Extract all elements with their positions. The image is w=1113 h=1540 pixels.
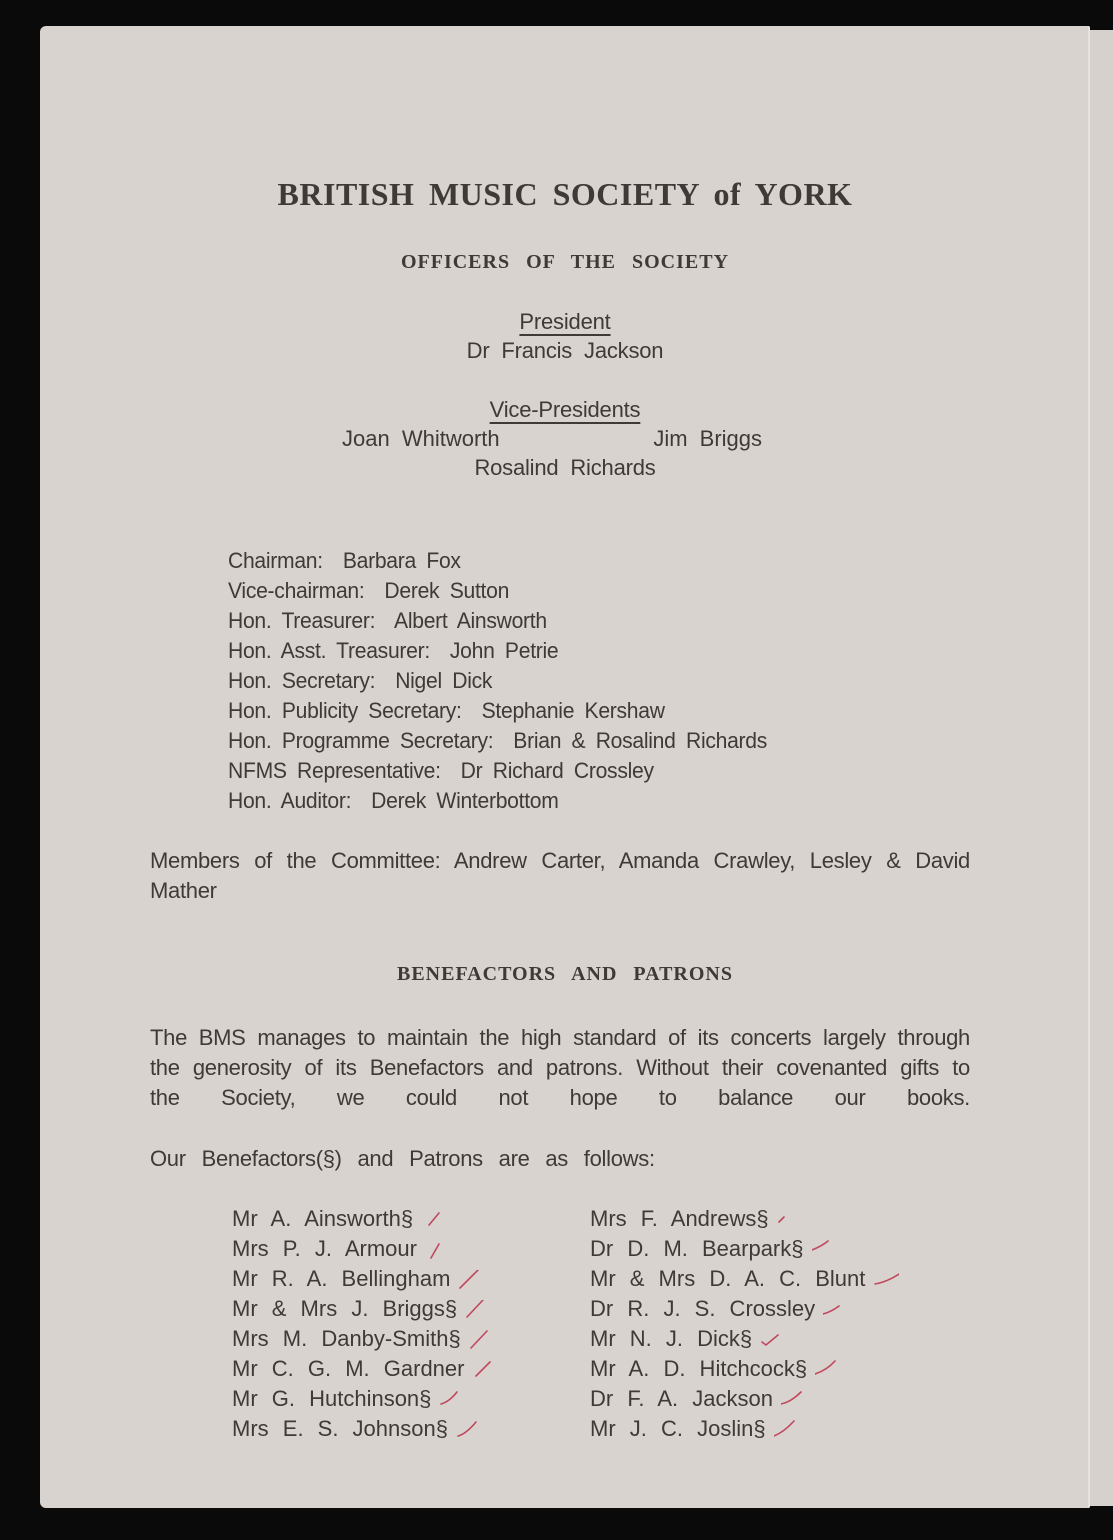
patron-entry [590, 1234, 899, 1264]
tick-mark-icon [873, 1270, 899, 1290]
patron-list-left [232, 1204, 498, 1444]
tick-mark-icon [465, 1300, 491, 1320]
patron-entry [590, 1324, 899, 1354]
patron-entry [232, 1204, 498, 1234]
vice-presidents-row [342, 426, 762, 452]
patron-name: Mr & Mrs D. A. C. Blunt [590, 1266, 866, 1291]
tick-mark-icon [472, 1360, 498, 1380]
next-page-edge [1088, 30, 1113, 1506]
tick-mark-icon [823, 1300, 849, 1320]
committee-members: Members of the Committee: Andrew Carter, Amanda Crawley, Lesley & David Mather [150, 848, 970, 903]
vice-presidents-label: Vice-Presidents [489, 397, 641, 422]
president-label: President [519, 309, 611, 334]
patron-name: Mr G. Hutchinson§ [232, 1386, 432, 1411]
patron-entry [590, 1384, 899, 1414]
officer-role: NFMS Representative: [228, 758, 441, 783]
benefactors-list-intro: Our Benefactors(§) and Patrons are as follows: [150, 1146, 655, 1171]
vice-president-name: Joan Whitworth [342, 426, 500, 451]
tick-mark-icon [760, 1330, 786, 1350]
officer-name: Nigel Dick [395, 668, 493, 693]
patron-entry [232, 1324, 498, 1354]
patron-name: Mrs F. Andrews§ [590, 1206, 769, 1231]
officer-name: Stephanie Kershaw [481, 698, 665, 723]
tick-mark-icon [469, 1330, 495, 1350]
officer-name: Derek Winterbottom [371, 788, 559, 813]
patron-name: Mr C. G. M. Gardner [232, 1356, 465, 1381]
patron-name: Dr F. A. Jackson [590, 1386, 773, 1411]
officer-entry [228, 666, 767, 696]
officer-role: Hon. Treasurer: [228, 608, 376, 633]
patron-name: Mr J. C. Joslin§ [590, 1416, 766, 1441]
patron-entry [232, 1234, 498, 1264]
officer-entry [228, 726, 767, 756]
patron-name: Mr & Mrs J. Briggs§ [232, 1296, 458, 1321]
vice-presidents-section-label [40, 397, 1090, 423]
page-title: BRITISH MUSIC SOCIETY of YORK [277, 176, 853, 212]
tick-mark-icon [421, 1210, 447, 1230]
officer-role: Hon. Secretary: [228, 668, 376, 693]
officer-entry [228, 636, 767, 666]
patron-entry [232, 1414, 498, 1444]
patron-entry [590, 1294, 899, 1324]
patron-name: Dr D. M. Bearpark§ [590, 1236, 804, 1261]
patron-list-right [590, 1204, 899, 1444]
patron-name: Mrs E. S. Johnson§ [232, 1416, 448, 1441]
patron-entry [232, 1264, 498, 1294]
tick-mark-icon [458, 1270, 484, 1290]
patron-name: Mrs P. J. Armour [232, 1236, 417, 1261]
patron-entry [590, 1204, 899, 1234]
tick-mark-icon [812, 1240, 838, 1260]
president-name: Dr Francis Jackson [466, 338, 664, 363]
benefactors-intro: The BMS manages to maintain the high standard of its concerts largely through the generosity of its Benefactors and patrons. Without their covenanted gifts to the Society, we could not hope to balance our books. [150, 1025, 970, 1110]
patron-entry [590, 1414, 899, 1444]
officer-name: Albert Ainsworth [394, 608, 547, 633]
vice-president-name: Rosalind Richards [474, 455, 656, 480]
benefactors-heading: BENEFACTORS AND PATRONS [396, 963, 733, 985]
tick-mark-icon [777, 1210, 803, 1230]
officer-role: Vice-chairman: [228, 578, 365, 603]
tick-mark-icon [774, 1420, 800, 1440]
patron-entry [232, 1294, 498, 1324]
officer-entry [228, 606, 767, 636]
patron-name: Mr R. A. Bellingham [232, 1266, 451, 1291]
officer-role: Hon. Asst. Treasurer: [228, 638, 430, 663]
vice-president-name: Jim Briggs [653, 426, 762, 451]
officer-entry [228, 696, 767, 726]
tick-mark-icon [815, 1360, 841, 1380]
officer-entry [228, 786, 767, 816]
officer-name: Brian & Rosalind Richards [513, 728, 768, 753]
patron-entry [590, 1354, 899, 1384]
officer-list [228, 546, 767, 816]
officer-entry [228, 576, 767, 606]
programme-page [40, 26, 1090, 1508]
patron-name: Mr A. Ainsworth§ [232, 1206, 414, 1231]
officer-name: Dr Richard Crossley [460, 758, 654, 783]
officer-entry [228, 546, 767, 576]
officer-name: Derek Sutton [384, 578, 510, 603]
patron-entry [590, 1264, 899, 1294]
officer-name: John Petrie [449, 638, 559, 663]
officer-role: Hon. Auditor: [228, 788, 352, 813]
tick-mark-icon [425, 1240, 451, 1260]
officers-heading: OFFICERS OF THE SOCIETY [400, 251, 730, 273]
officer-role: Hon. Publicity Secretary: [228, 698, 462, 723]
president-section-label [40, 309, 1090, 335]
officer-name: Barbara Fox [342, 548, 461, 573]
tick-mark-icon [781, 1390, 807, 1410]
patron-name: Dr R. J. S. Crossley [590, 1296, 816, 1321]
tick-mark-icon [439, 1390, 465, 1410]
patron-name: Mrs M. Danby-Smith§ [232, 1326, 461, 1351]
officer-entry [228, 756, 767, 786]
officer-role: Chairman: [228, 548, 323, 573]
patron-entry [232, 1384, 498, 1414]
patron-name: Mr A. D. Hitchcock§ [590, 1356, 808, 1381]
patron-entry [232, 1354, 498, 1384]
officer-role: Hon. Programme Secretary: [228, 728, 494, 753]
patron-name: Mr N. J. Dick§ [590, 1326, 753, 1351]
tick-mark-icon [456, 1420, 482, 1440]
